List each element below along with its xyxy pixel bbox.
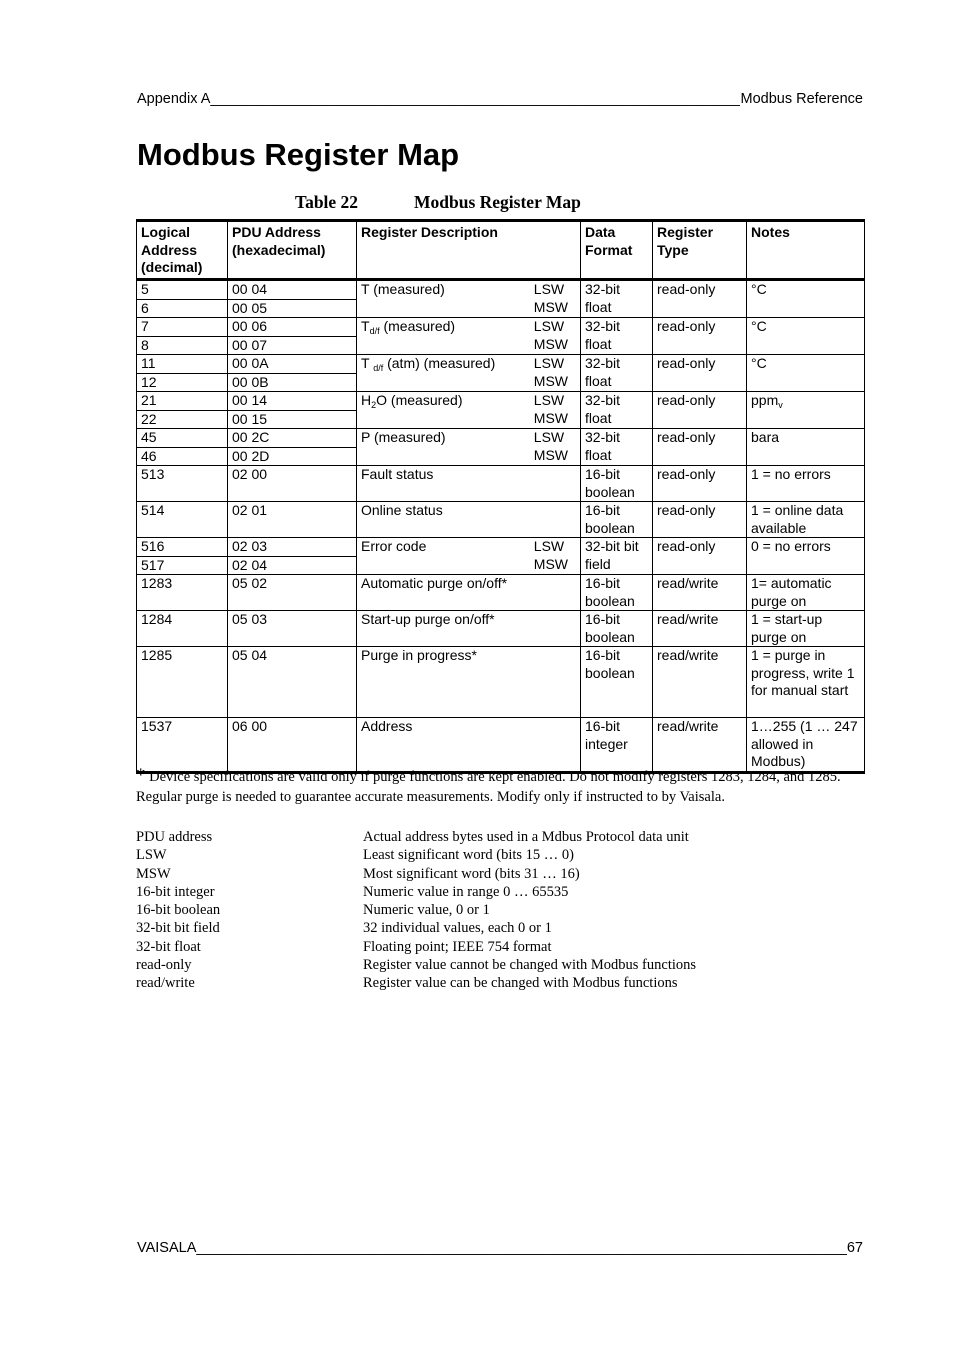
register-type-cell: read/write xyxy=(653,647,747,718)
register-description-cell xyxy=(357,647,581,718)
word-order-label: MSW xyxy=(533,409,568,426)
word-order xyxy=(534,538,568,573)
data-format-cell: 16-bit boolean xyxy=(581,466,653,502)
glossary-term: 16-bit boolean xyxy=(136,902,221,919)
pdu-address-cell: 02 04 xyxy=(228,556,357,575)
logical-address-cell: 6 xyxy=(137,299,228,318)
word-order-label: LSW xyxy=(533,281,565,297)
register-description-cell xyxy=(357,611,581,647)
notes-cell: 1…255 (1 … 247 allowed in Modbus) xyxy=(747,718,865,773)
glossary-term: 16-bit integer xyxy=(136,883,215,900)
pdu-address-cell: 00 0A xyxy=(228,355,357,374)
pdu-address-cell: 02 03 xyxy=(228,538,357,557)
table-row xyxy=(137,355,865,374)
col-notes: Notes xyxy=(747,221,865,280)
pdu-address-cell: 02 01 xyxy=(228,502,357,538)
register-description-cell xyxy=(357,575,581,611)
data-format-cell: 32-bit float xyxy=(581,318,653,355)
logical-address-cell: 7 xyxy=(137,318,228,337)
glossary-term: 32-bit bit field xyxy=(136,920,220,937)
glossary-definition: Actual address bytes used in a Mdbus Protocol data unit xyxy=(363,829,689,845)
data-format-cell: 16-bit integer xyxy=(581,718,653,773)
data-format-cell: 32-bit float xyxy=(581,429,653,466)
description-text: Automatic purge on/off* xyxy=(361,575,508,591)
notes-cell: 0 = no errors xyxy=(747,538,865,575)
glossary-term: read/write xyxy=(136,975,195,992)
register-type-cell: read-only xyxy=(653,466,747,502)
logical-address-cell: 1283 xyxy=(137,575,228,611)
glossary-definition: Numeric value in range 0 … 65535 xyxy=(363,883,569,900)
logical-address-cell: 517 xyxy=(137,556,228,575)
data-format-cell: 32-bit float xyxy=(581,392,653,429)
register-type-cell: read/write xyxy=(653,575,747,611)
notes-cell: bara xyxy=(747,429,865,466)
notes-cell: °C xyxy=(747,280,865,318)
pdu-address-cell: 02 00 xyxy=(228,466,357,502)
register-description-cell xyxy=(357,538,581,575)
data-format-cell: 32-bit bit field xyxy=(581,538,653,575)
description-text: Purge in progress* xyxy=(361,647,477,663)
table-row xyxy=(137,280,865,300)
pdu-address-cell: 05 02 xyxy=(228,575,357,611)
data-format-cell: 32-bit float xyxy=(581,280,653,318)
pdu-address-cell: 06 00 xyxy=(228,718,357,773)
glossary-item xyxy=(136,956,696,974)
register-type-cell: read-only xyxy=(653,392,747,429)
word-order-label: LSW xyxy=(533,318,565,334)
data-format-cell: 16-bit boolean xyxy=(581,647,653,718)
register-type-cell: read-only xyxy=(653,355,747,392)
pdu-address-cell: 00 07 xyxy=(228,336,357,355)
logical-address-cell: 1537 xyxy=(137,718,228,773)
description-text: Online status xyxy=(361,502,443,518)
word-order xyxy=(534,318,568,353)
table-row xyxy=(137,318,865,337)
logical-address-cell: 1285 xyxy=(137,647,228,718)
glossary-definition: Register value cannot be changed with Modbus functions xyxy=(363,957,697,974)
word-order-label: LSW xyxy=(533,429,565,445)
notes-cell: °C xyxy=(747,355,865,392)
logical-address-cell: 513 xyxy=(137,466,228,502)
notes-cell: 1 = start-up purge on xyxy=(747,611,865,647)
glossary-definition: Floating point; IEEE 754 format xyxy=(363,938,552,955)
glossary-item xyxy=(136,883,696,901)
glossary-definition: Register value can be changed with Modbus functions xyxy=(363,975,678,992)
notes-cell: 1 = purge in progress, write 1 for manual start xyxy=(747,647,865,718)
glossary-item xyxy=(136,901,696,919)
description-subscript: d/f xyxy=(373,363,384,373)
logical-address-cell: 516 xyxy=(137,538,228,557)
notes-cell: ppm$_v$ xyxy=(747,392,865,429)
register-type-cell: read/write xyxy=(653,718,747,773)
glossary-term: LSW xyxy=(136,847,167,864)
footnote-asterisk: * xyxy=(136,765,146,786)
description-text: Start-up purge on/off* xyxy=(361,611,495,627)
register-description-cell xyxy=(357,429,581,466)
data-format-cell: 16-bit boolean xyxy=(581,611,653,647)
glossary-definition: Least significant word (bits 15 … 0) xyxy=(363,847,575,864)
data-format-cell: 16-bit boolean xyxy=(581,575,653,611)
header-right: Modbus Reference xyxy=(740,91,863,107)
glossary-term: 32-bit float xyxy=(136,938,201,955)
table-row xyxy=(137,538,865,557)
pdu-address-cell: 05 04 xyxy=(228,647,357,718)
notes-subscript: v xyxy=(778,400,783,410)
description-text: P (measured) xyxy=(361,429,446,445)
pdu-address-cell: 00 05 xyxy=(228,299,357,318)
glossary-item xyxy=(136,846,696,864)
register-type-cell: read-only xyxy=(653,429,747,466)
logical-address-cell: 11 xyxy=(137,355,228,374)
logical-address-cell: 45 xyxy=(137,429,228,448)
data-format-cell: 16-bit boolean xyxy=(581,502,653,538)
word-order-label: MSW xyxy=(533,298,568,315)
pdu-address-cell: 00 14 xyxy=(228,392,357,411)
notes-cell: 1= automatic purge on xyxy=(747,575,865,611)
col-pdu-address: PDU Address (hexadecimal) xyxy=(228,221,357,280)
table-row xyxy=(137,466,865,502)
description-text: T $_{d/f}$ (atm) (measured) xyxy=(361,355,496,373)
register-type-cell: read-only xyxy=(653,538,747,575)
word-order-label: MSW xyxy=(533,555,568,572)
col-logical-address: Logical Address (decimal) xyxy=(137,221,228,280)
register-type-cell: read-only xyxy=(653,318,747,355)
register-table xyxy=(136,219,865,774)
glossary-term: PDU address xyxy=(136,829,213,845)
register-description-cell xyxy=(357,318,581,355)
glossary-term: MSW xyxy=(136,865,171,882)
register-description-cell xyxy=(357,718,581,773)
col-register-description: Register Description xyxy=(357,221,581,280)
description-text: T (measured) xyxy=(361,281,445,297)
page-title: Modbus Register Map xyxy=(137,137,460,172)
col-data-format: Data Format xyxy=(581,221,653,280)
table-row xyxy=(137,647,865,718)
table-row xyxy=(137,718,865,773)
register-description-cell xyxy=(357,280,581,318)
table-header-row xyxy=(137,221,865,280)
glossary-definition: Numeric value, 0 or 1 xyxy=(363,902,490,919)
logical-address-cell: 46 xyxy=(137,447,228,466)
pdu-address-cell: 00 0B xyxy=(228,373,357,392)
table-number: Table 22 xyxy=(295,192,359,212)
table-row xyxy=(137,611,865,647)
glossary-item xyxy=(136,828,696,846)
description-text: $H_2O$ (measured) xyxy=(361,392,463,410)
description-subscript: d/f xyxy=(369,326,380,336)
page-number: 67 xyxy=(846,1240,863,1256)
word-order xyxy=(534,392,568,427)
table-row xyxy=(137,575,865,611)
page-header xyxy=(137,91,863,107)
notes-cell: 1 = online data available xyxy=(747,502,865,538)
word-order xyxy=(534,355,568,390)
table-caption xyxy=(295,192,581,213)
register-type-cell: read-only xyxy=(653,280,747,318)
page-footer xyxy=(137,1240,863,1256)
description-subscript: 2 xyxy=(371,400,377,410)
logical-address-cell: 21 xyxy=(137,392,228,411)
table-row xyxy=(137,392,865,411)
footer-left: VAISALA xyxy=(137,1240,197,1256)
glossary-item xyxy=(136,938,696,956)
word-order-label: MSW xyxy=(533,335,568,352)
description-text: $T_{d/f}$ (measured) xyxy=(361,318,456,336)
table-title: Modbus Register Map xyxy=(414,192,581,212)
word-order-label: LSW xyxy=(533,392,565,408)
word-order-label: MSW xyxy=(533,446,568,463)
glossary-term: read-only xyxy=(136,957,192,974)
logical-address-cell: 5 xyxy=(137,280,228,300)
description-text: Error code xyxy=(361,538,427,554)
table-row xyxy=(137,429,865,448)
glossary-item xyxy=(136,974,696,992)
logical-address-cell: 1284 xyxy=(137,611,228,647)
word-order-label: LSW xyxy=(533,355,565,371)
word-order-label: MSW xyxy=(533,372,568,389)
notes-cell: °C xyxy=(747,318,865,355)
register-description-cell xyxy=(357,392,581,429)
pdu-address-cell: 00 15 xyxy=(228,410,357,429)
register-description-cell xyxy=(357,502,581,538)
pdu-address-cell: 00 04 xyxy=(228,280,357,300)
col-register-type: Register Type xyxy=(653,221,747,280)
data-format-cell: 32-bit float xyxy=(581,355,653,392)
register-description-cell xyxy=(357,355,581,392)
glossary-item xyxy=(136,865,696,883)
logical-address-cell: 22 xyxy=(137,410,228,429)
logical-address-cell: 12 xyxy=(137,373,228,392)
table-row xyxy=(137,502,865,538)
header-left: Appendix A xyxy=(137,91,211,107)
register-type-cell: read-only xyxy=(653,502,747,538)
logical-address-cell: 514 xyxy=(137,502,228,538)
pdu-address-cell: 05 03 xyxy=(228,611,357,647)
glossary-definition: 32 individual values, each 0 or 1 xyxy=(363,920,552,937)
word-order-label: LSW xyxy=(533,538,565,554)
word-order xyxy=(534,281,568,316)
footnote xyxy=(136,766,866,807)
pdu-address-cell: 00 2C xyxy=(228,429,357,448)
glossary-definition: Most significant word (bits 31 … 16) xyxy=(363,865,580,882)
logical-address-cell: 8 xyxy=(137,336,228,355)
word-order xyxy=(534,429,568,464)
notes-cell: 1 = no errors xyxy=(747,466,865,502)
register-description-cell xyxy=(357,466,581,502)
glossary-item xyxy=(136,919,696,937)
description-text: Fault status xyxy=(361,466,434,482)
pdu-address-cell: 00 2D xyxy=(228,447,357,466)
pdu-address-cell: 00 06 xyxy=(228,318,357,337)
footnote-text: Device specifications are valid only if purge functions are kept enabled. Do not modify registers 1283, 1284, and 1285. Regular purge is needed to guarantee accurate measurements. Modify only if instructed to by Vaisala. xyxy=(136,769,841,805)
description-text: Address xyxy=(361,718,413,734)
register-type-cell: read/write xyxy=(653,611,747,647)
table-body xyxy=(137,280,865,773)
glossary xyxy=(136,828,696,993)
